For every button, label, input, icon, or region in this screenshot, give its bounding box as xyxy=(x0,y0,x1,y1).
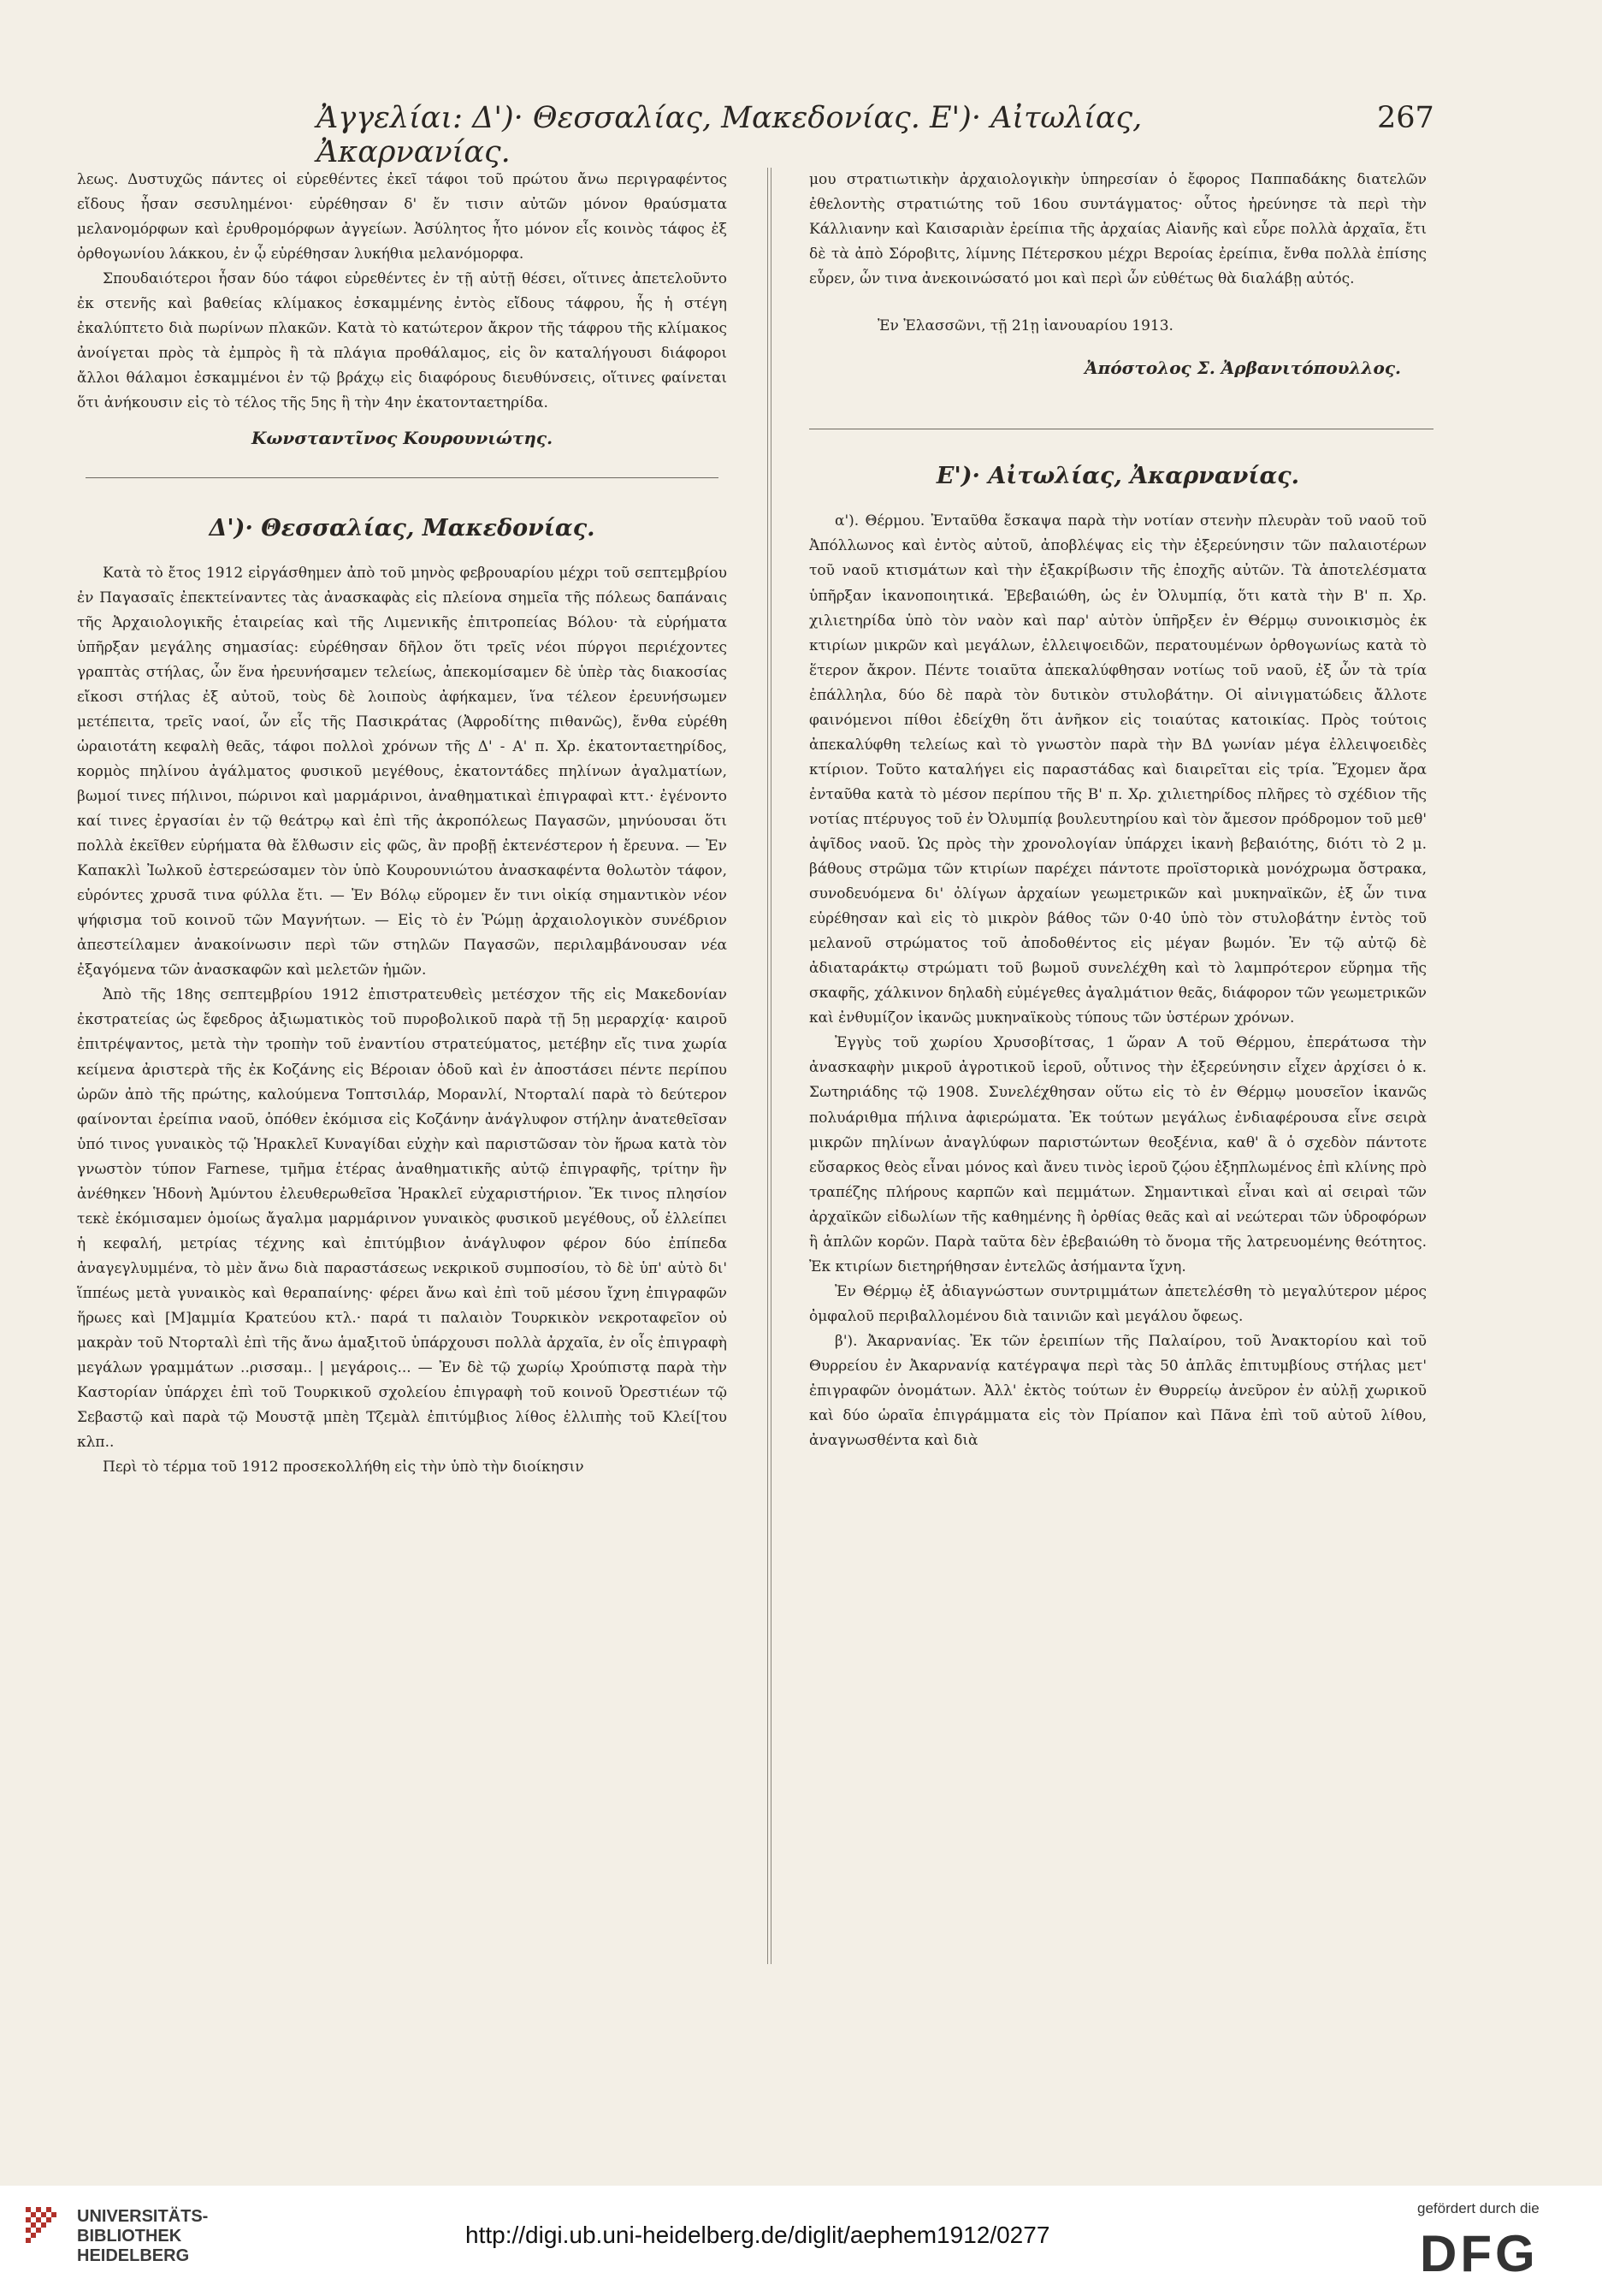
library-name xyxy=(77,2207,208,2266)
library-name-line: HEIDELBERG xyxy=(77,2246,190,2265)
library-name-line: UNIVERSITÄTS- xyxy=(77,2207,209,2226)
paragraph: Ἐν Θέρμῳ ἐξ ἀδιαγνώστων συντριμμάτων ἀπετελέσθη τὸ μεγαλύτερον μέρος ὀμφαλοῦ περιβαλλομένου διὰ ταινιῶν καὶ μεγάλου ὄφεως. xyxy=(809,1282,1427,1325)
section-heading: Ε')· Αἰτωλίας, Ἀκαρνανίας. xyxy=(936,463,1300,490)
university-logo-icon xyxy=(24,2205,62,2248)
column-divider xyxy=(767,168,771,1964)
permalink-url[interactable]: http://digi.ub.uni-heidelberg.de/diglit/aephem1912/0277 xyxy=(465,2222,1050,2248)
paragraph: Σπουδαιότεροι ἦσαν δύο τάφοι εὑρεθέντες ἐν τῇ αὐτῇ θέσει, οἵτινες ἀπετελοῦντο ἐκ στενῆς καὶ βαθείας κλίμακος ἐσκαμμένης ἐντὸς εἴδους τάφρου, ἧς ἡ στέγη ἐκαλύπτετο διὰ πωρίνων πλακῶν. Κατὰ τὸ κατώτερον ἄκρον τῆς τάφρου τῆς κλίμακος ἀνοίγεται πρὸς τὰ ἐμπρὸς ἢ τὰ πλάγια προθάλαμος, εἰς ὃν καταλήγουσι διάφοροι ἄλλοι θάλαμοι ἐσκαμμένοι ἐν τῷ βράχῳ εἰς διαφόρους διευθύνσεις, οἵτινες φαίνεται ὅτι ἀνήκουσιν εἰς τὸ τέλος τῆς 5ης ἢ τὴν 4ην ἑκατονταετηρίδα. xyxy=(77,270,727,412)
left-column xyxy=(77,168,727,1480)
paragraph: μου στρατιωτικὴν ἀρχαιολογικὴν ὑπηρεσίαν ὁ ἔφορος Παππαδάκης διατελῶν ἐθελοντὴς στρατιώτης τοῦ 16ου συντάγματος· οὗτος ἠρεύνησε τὰ περὶ τὴν Κάλλιανην καὶ Καισαριὰν ἐρείπια τῆς ἀρχαίας Αἰανῆς καὶ εὗρε πολλὰ ἀρχαῖα, ἔτι δὲ τὰ ἀπὸ Σόροβιτς, λίμνης Πέτερσκου μέχρι Βεροίας ἐρείπια, ἔνθα πολλὰ ἐπίσης εὗρεν, ὧν τινα ἀνεκοινώσατό μοι καὶ περὶ ὧν εὐθέτως θὰ διαλάβῃ αὐτός. xyxy=(809,171,1427,288)
library-name-line: BIBLIOTHEK xyxy=(77,2227,182,2246)
section-heading: Δ')· Θεσσαλίας, Μακεδονίας. xyxy=(209,514,595,541)
paragraph: α'). Θέρμου. Ἐνταῦθα ἔσκαψα παρὰ τὴν νοτίαν στενὴν πλευρὰν τοῦ ναοῦ τοῦ Ἀπόλλωνος καὶ ἐντὸς αὐτοῦ, ἀποβλέψας εἰς τὴν ἐξερεύνησιν τῶν παλαιοτέρων τοῦ ναοῦ κτισμάτων καὶ τὴν ἐξακρίβωσιν τῆς ἐποχῆς αὐτῶν. Τὰ ἀποτελέσματα ὑπῆρξαν ἱκανοποιητικά. Ἐβεβαιώθη, ὡς ἐν Ὀλυμπίᾳ, ὅτι κατὰ τὴν Β' π. Χρ. χιλιετηρίδα ὑπὸ τὸν ναὸν καὶ παρ' αὐτὸν ὑπῆρξεν ἐν Θέρμῳ συνοικισμὸς ἐκ κτιρίων μικρῶν καὶ μεγάλων, ἐλλειψοειδῶν, περατουμένων ὀρθογωνίως κατὰ τὸ ἕτερον ἄκρον. Πέντε τοιαῦτα ἀπεκαλύφθησαν νοτίως τοῦ ναοῦ, ἐξ ὧν τὰ τρία ἐπάλληλα, δύο δὲ παρὰ τὸν δυτικὸν στυλοβάτην. Οἱ αἰνιγματώδεις ἄλλοτε φαινόμενοι πίθοι ἐδείχθη ὅτι ἀνῆκον εἰς τοιαύτας κατοικίας. Πρὸς τούτοις ἀπεκαλύφθη τελείως καὶ τὸ γνωστὸν παρὰ τὴν ΒΔ γωνίαν μέγα ἐλλειψοειδὲς κτίριον. Τοῦτο καταλήγει εἰς παραστάδας καὶ διαιρεῖται εἰς τρία. Ἔχομεν ἄρα ἐνταῦθα κατὰ τὸ μέσον περίπου τῆς Β' π. Χρ. χιλιετηρίδος πλῆρες τὸ σχέδιον τῆς νοτίας πτέρυγος τοῦ ἐν Ὀλυμπίᾳ βουλευτηρίου καὶ τὸν ἄμεσον πρόδρομον τοῦ μεθ' ἀψῖδος ναοῦ. Ὡς πρὸς τὴν χρονολογίαν ὑπάρχει ἱκανὴ βεβαιότης, διότι τὸ 2 μ. βάθους στρῶμα τῶν κτιρίων παρέχει πάντοτε προϊστορικὰ μονόχρωμα ὄστρακα, συνοδευόμενα δι' ὀλίγων ἀρχαίων γεωμετρικῶν καὶ μυκηναϊκῶν, ἐξ ὧν τινα εὑρέθησαν καὶ εἰς τὸ μικρὸν βάθος τῶν 0·40 ὑπὸ τὸν στυλοβάτην ἐντὸς τοῦ μελανοῦ στρώματος τοῦ ἀποδοθέντος εἰς μέγαν βωμόν. Ἐν τῷ αὐτῷ δὲ ἀδιαταράκτῳ στρώματι τοῦ βωμοῦ συνελέχθη καὶ τὸ λαμπρότερον εὕρημα τῆς σκαφῆς, χάλκινον δηλαδὴ εὐμέγεθες ἀγαλμάτιον θεᾶς, διάφορον τῶν γεωμετρικῶν καὶ ἐνθυμίζον ἱκανῶς μυκηναϊκοὺς τύπους τῶν ὑστέρων χρόνων. xyxy=(809,512,1427,1027)
dateline: Ἐν Ἐλασσῶνι, τῇ 21ῃ ἰανουαρίου 1913. xyxy=(878,317,1173,335)
paragraph: Ἐγγὺς τοῦ χωρίου Χρυσοβίτσας, 1 ὥραν Α τοῦ Θέρμου, ἐπεράτωσα τὴν ἀνασκαφὴν μικροῦ ἀγροτικοῦ ἱεροῦ, οὗτινος τὴν ἐξερεύνησιν εἶχεν ἀρχίσει ὁ κ. Σωτηριάδης τῷ 1908. Συνελέχθησαν οὕτω εἰς τὸ ἐν Θέρμῳ μουσεῖον ἱκανῶς πολυάριθμα πήλινα ἀφιερώματα. Ἐκ τούτων μεγάλως ἐνδιαφέρουσα εἶνε σειρὰ μικρῶν πηλίνων ἀναγλύφων παριστώντων θεοξένια, καθ' ἃ ὁ σχεδὸν πάντοτε εὔσαρκος θεὸς εἶναι μόνος καὶ ἄνευ τινὸς ἱεροῦ ζῴου ἐξηπλωμένος ἐπὶ κλίνης πρὸ τραπέζης πλήρους καρπῶν καὶ πεμμάτων. Σημαντικαὶ εἶναι καὶ αἱ σειραὶ τῶν ἀρχαϊκῶν εἰδωλίων τῆς καθημένης ἢ ὀρθίας θεᾶς καὶ αἱ νεώτεραι τῶν ὑδροφόρων ἢ ἁπλῶν κορῶν. Παρὰ ταῦτα δὲν ἐβεβαιώθη τὸ ὄνομα τῆς λατρευομένης θεότητος. Ἐκ κτιρίων διετηρήθησαν ἐντελῶς ἀσήμαντα ἴχνη. xyxy=(809,1034,1427,1275)
running-head: Ἀγγελίαι: Δ')· Θεσσαλίας, Μακεδονίας. Ε')· Αἰτωλίας, Ἀκαρνανίας. xyxy=(316,101,1143,169)
funded-by-label: gefördert durch die xyxy=(1417,2200,1540,2216)
paragraph: λεως. Δυστυχῶς πάντες οἱ εὑρεθέντες ἐκεῖ τάφοι τοῦ πρώτου ἄνω περιγραφέντος εἴδους ἦσαν σεσυλημένοι· εὑρέθησαν δ' ἔν τισιν αὐτῶν μόνον θραύσματα μελανομόρφων καὶ ἐρυθρομόρφων ἀγγείων. Ἀσύλητος ἦτο μόνον εἷς κοινὸς τάφος ἐξ ὀρθογωνίου λάκκου, ἐν ᾧ εὑρέθησαν λυκήθια μελανόμορφα. xyxy=(77,171,727,263)
page-number: 267 xyxy=(1377,101,1434,135)
paragraph: β'). Ἀκαρνανίας. Ἐκ τῶν ἐρειπίων τῆς Παλαίρου, τοῦ Ἀνακτορίου καὶ τοῦ Θυρρείου ἐν Ἀκαρνανίᾳ κατέγραψα περὶ τὰς 50 ἁπλᾶς ἐπιτυμβίους στήλας μετ' ἐπιγραφῶν ὀνομάτων. Ἀλλ' ἐκτὸς τούτων ἐν Θυρρείῳ ἀνεῦρον ἐν αὐλῇ χωρικοῦ καὶ δύο ὡραῖα ἐπιγράμματα εἰς τὸν Πρίαπον καὶ Πᾶνα ἐπὶ τοῦ αὐτοῦ λίθου, ἀναγνωσθέντα καὶ διὰ xyxy=(809,1332,1427,1450)
signature: Κωνσταντῖνος Κουρουνιώτης. xyxy=(251,428,553,449)
right-column xyxy=(809,168,1427,1453)
signature: Ἀπόστολος Σ. Ἀρβανιτόπουλλος. xyxy=(1085,358,1401,379)
paragraph: Περὶ τὸ τέρμα τοῦ 1912 προσεκολλήθη εἰς τὴν ὑπὸ τὴν διοίκησιν xyxy=(103,1459,584,1476)
paragraph: Ἀπὸ τῆς 18ης σεπτεμβρίου 1912 ἐπιστρατευθεὶς μετέσχον τῆς εἰς Μακεδονίαν ἐκστρατείας ὡς ἔφεδρος ἀξιωματικὸς τοῦ πυροβολικοῦ παρὰ τῇ 5ῃ μεραρχίᾳ· καιροῦ ἐπιτρέψαντος, μετὰ τὴν τροπὴν τοῦ ἐναντίου στρατεύματος, μετέβην εἴς τινα χωρία κείμενα ἀριστερὰ τῆς ἐκ Κοζάνης εἰς Βέροιαν ὁδοῦ καὶ ἐν ἀποστάσει πέντε περίπου ὡρῶν ἀπὸ τῆς πρώτης, καλούμενα Τοπτσιλάρ, Μορανλί, Ντορταλί παρὰ τὸ δεύτερον φαίνονται ἐρείπια ναοῦ, ὁπόθεν ἐκόμισα εἰς Κοζάνην ἀνάγλυφον στήλην ἀνατεθεῖσαν ὑπό τινος γυναικὸς τῷ Ἡρακλεῖ Κυναγίδαι εὐχὴν καὶ παριστῶσαν τὸν ἥρωα κατὰ τὸν γνωστὸν τύπον Farnese, τμῆμα ἑτέρας ἀναθηματικῆς αὐτῷ ἐπιγραφῆς, τρίτην ἣν ἀνέθηκεν Ἡδονὴ Ἀμύντου ἐλευθερωθεῖσα Ἡρακλεῖ εὐχαριστήριον. Ἔκ τινος πλησίον τεκὲ ἐκόμισαμεν ὁμοίως ἄγαλμα μαρμάρινον γυναικὸς φυσικοῦ μεγέθους, οὗ ἐλλείπει ἡ κεφαλή, μετρίας τέχνης καὶ ἐπιτύμβιον ἀνάγλυφον φέρον δύο ἐπίπεδα ἀναγεγλυμμένα, τὸ μὲν ἄνω διὰ παραστάσεως νεκρικοῦ συμποσίου, τὸ δὲ ὑπ' αὐτὸ δι' ἵππέως μετὰ γυναικὸς καὶ θεραπαίνης· φέρει ἄνω καὶ ἐπὶ τοῦ μέσου ἴχνη ἐπιγραφῶν ἥρωες καὶ [Μ]αμμία Κρατεύου κτλ.· παρά τι παλαιὸν Τουρκικὸν νεκροταφεῖον οὐ μακρὰν τοῦ Ντορταλὶ ἐπὶ τῆς ἄνω ἁμαξιτοῦ ὑπάρχουσι πολλὰ ἀρχαῖα, ἐν οἷς ἐπιγραφὴ μεγάλων γραμμάτων ..ρισσαμ.. | μεγάροις... — Ἐν δὲ τῷ χωρίῳ Χρούπιστᾳ παρὰ τὴν Καστορίαν ὑπάρχει ἐπὶ τοῦ Τουρκικοῦ σχολείου ἐπιγραφὴ τοῦ κοινοῦ Ὀρεστιέων τῷ Σεβαστῷ καὶ παρὰ τῷ Μουστᾷ μπὲη Τζεμὰλ ἐπιτύμβιος λίθος ἑλλιπὴς τοῦ Κλεί[του κλπ.. xyxy=(77,986,727,1452)
paragraph: Κατὰ τὸ ἔτος 1912 εἰργάσθημεν ἀπὸ τοῦ μηνὸς φεβρουαρίου μέχρι τοῦ σεπτεμβρίου ἐν Παγασαῖς ἐπεκτείναντες τὰς ἀνασκαφὰς εἰς πλείονα σημεῖα τῆς πόλεως δαπάναις τῆς Ἀρχαιολογικῆς ἑταιρείας καὶ τῆς Λιμενικῆς ἐπιτροπείας Βόλου· τὰ εὑρήματα ὑπῆρξαν μεγάλης σημασίας: εὑρέθησαν δῆλον ὅτι τρεῖς νέοι πύργοι περιέχοντες γραπτὰς στήλας, ὧν ἕνα ἠρευνήσαμεν τελείως, ἀπεκομίσαμεν δὲ ὑπὲρ τὰς διακοσίας εἴκοσι στήλας ἐξ αὐτοῦ, τοὺς δὲ λοιποὺς ἀφήκαμεν, ἵνα τέλεον ἐρευνήσωμεν μετέπειτα, τρεῖς ναοί, ὧν εἷς τῆς Πασικράτας (Ἀφροδίτης πιθανῶς), ἔνθα εὑρέθη ὡραιοτάτη κεφαλὴ θεᾶς, τάφοι πολλοὶ χρόνων τῆς Δ' - Α' π. Χρ. ἑκατονταετηρίδος, κορμὸς πηλίνου ἀγάλματος φυσικοῦ μεγέθους, ἑκατοντάδες πηλίνων ἀγαλματίων, βωμοί τινες πήλινοι, πώρινοι καὶ μαρμάρινοι, ἀναθηματικαὶ ἐπιγραφαὶ κττ.· ἐγένοντο καί τινες ἐργασίαι ἐν τῷ θεάτρῳ καὶ ἐπὶ τῆς ἀκροπόλεως Παγασῶν, μηνύουσαι ὅτι πολλὰ ἐκεῖθεν εὑρήματα θὰ ἔλθωσιν εἰς φῶς, ἂν προβῇ ἐκτενέστερον ἡ ἔρευνα. — Ἐν Καπακλὶ Ἰωλκοῦ ἐστερεώσαμεν τὸν ὑπὸ Κουρουνιώτου ἀνασκαφέντα θολωτὸν τάφον, εὑρόντες χρυσᾶ τινα φύλλα ἔτι. — Ἐν Βόλῳ εὕρομεν ἔν τινι οἰκίᾳ σημαντικὸν νέον ψήφισμα τοῦ κοινοῦ τῶν Μαγνήτων. — Εἰς τὸ ἐν Ῥώμῃ ἀρχαιολογικὸν συνέδριον ἀπεστείλαμεν ἀνακοίνωσιν περὶ τῶν στηλῶν Παγασῶν, περιλαμβάνουσαν νέα ἐξαγόμενα τῶν ἀνασκαφῶν καὶ μελετῶν ἡμῶν. xyxy=(77,564,727,979)
dfg-logo: DFG xyxy=(1420,2225,1539,2282)
